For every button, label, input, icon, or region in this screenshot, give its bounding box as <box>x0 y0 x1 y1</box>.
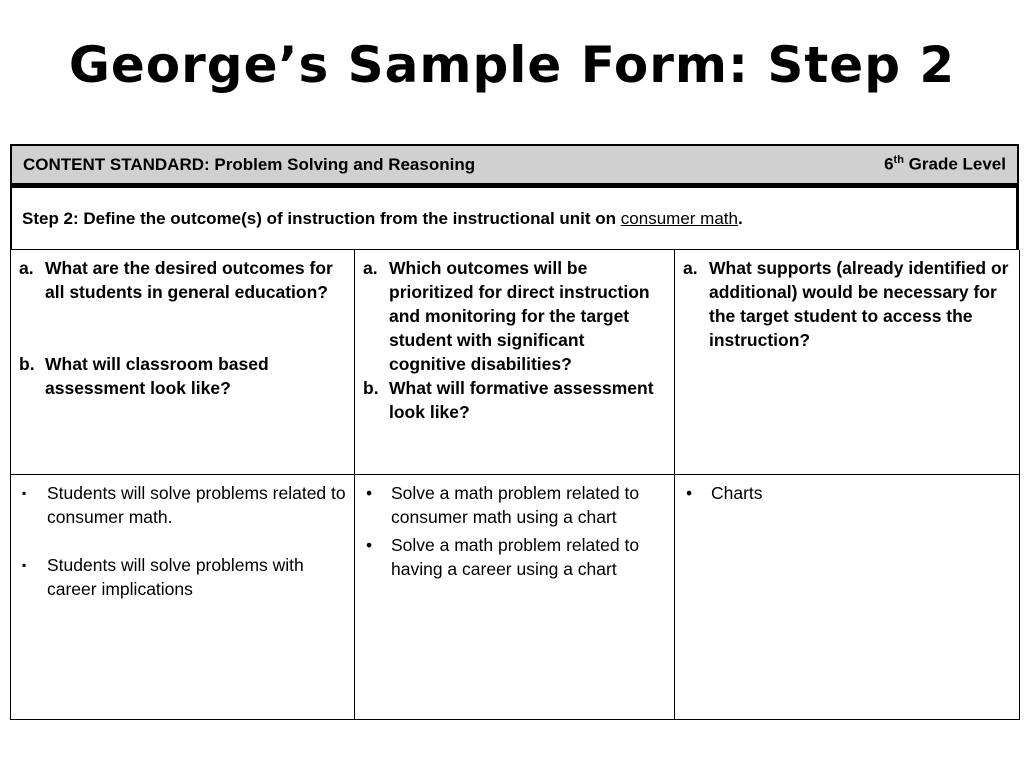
list-item: • Solve a math problem related to consumer math using a chart <box>363 481 666 529</box>
answer-cell-1 <box>11 475 355 720</box>
question-item: b. What will classroom based assessment look like? <box>19 354 269 398</box>
page-title: George’s Sample Form: Step 2 <box>68 36 956 94</box>
question-item: a. Which outcomes will be prioritized for direct instruction and monitoring for the target student with significant cognitive disabilities? <box>363 258 650 374</box>
square-bullet-icon: ▪ <box>22 558 27 572</box>
list-item: • Charts <box>683 481 1011 505</box>
square-bullet-icon: ▪ <box>22 486 27 500</box>
round-bullet-icon: • <box>686 483 693 503</box>
unit-topic: consumer math <box>620 208 738 228</box>
answer-cell-3 <box>675 475 1020 720</box>
round-bullet-icon: • <box>366 483 373 503</box>
list-item: ▪ Students will solve problems related to consumer math. <box>19 481 346 529</box>
answer-cell-2 <box>355 475 675 720</box>
round-bullet-icon: • <box>366 535 373 555</box>
content-standard-bar <box>10 144 1019 188</box>
question-item: a. What supports (already identified or additional) would be necessary for the target student to access the instruction? <box>683 258 1009 350</box>
list-item: ▪ Students will solve problems with career implications <box>19 553 346 601</box>
answers-row <box>10 475 1019 720</box>
question-cell-2 <box>355 250 675 475</box>
question-item: a. What are the desired outcomes for all students in general education? <box>19 258 333 302</box>
question-item: b. What will formative assessment look like? <box>363 378 654 422</box>
question-cell-3 <box>675 250 1020 475</box>
grade-level: 6th Grade Level <box>884 154 1006 174</box>
questions-row <box>10 250 1019 475</box>
content-standard-label: CONTENT STANDARD: Problem Solving and Reasoning <box>23 154 476 174</box>
sample-form <box>10 144 1019 720</box>
step-instruction: Step 2: Define the outcome(s) of instruction from the instructional unit on consumer math. <box>10 188 1019 250</box>
question-cell-1 <box>11 250 355 475</box>
list-item: • Solve a math problem related to having a career using a chart <box>363 533 666 581</box>
